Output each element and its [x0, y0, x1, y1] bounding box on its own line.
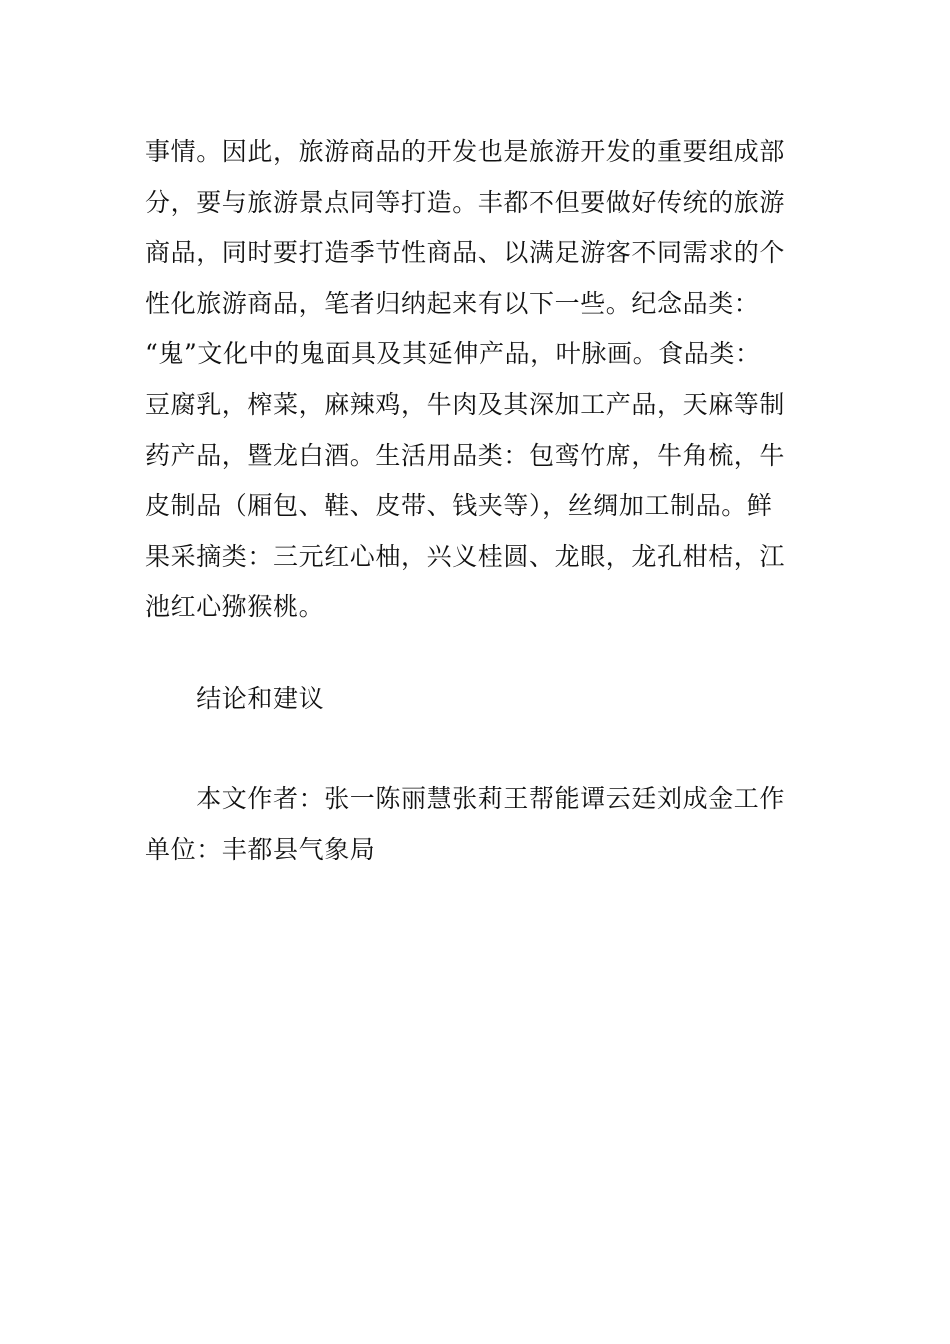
paragraph-line: 池红心猕猴桃。: [145, 592, 325, 622]
paragraph-line: “鬼”文化中的鬼面具及其延伸产品，叶脉画。食品类：: [145, 339, 761, 369]
author-line: 本文作者：张一陈丽慧张莉王帮能谭云廷刘成金工作: [145, 784, 786, 813]
paragraph-line: 果采摘类：三元红心柚，兴义桂圆、龙眼，龙孔柑桔，江: [145, 541, 786, 571]
paragraph-line: 药产品，暨龙白酒。生活用品类：包鸾竹席，牛角梳，牛: [145, 440, 786, 470]
paragraph-line: 性化旅游商品，笔者归纳起来有以下一些。纪念品类：: [145, 288, 760, 318]
paragraph-line: 事情。因此，旅游商品的开发也是旅游开发的重要组成部: [145, 137, 786, 166]
heading-text: 结论和建议: [145, 684, 325, 713]
body-paragraph: [145, 127, 810, 633]
paragraph-line: 皮制品（厢包、鞋、皮带、钱夹等），丝绸加工制品。鲜: [145, 491, 773, 521]
conclusion-heading: [145, 674, 810, 725]
paragraph-line: 豆腐乳，榨菜，麻辣鸡，牛肉及其深加工产品，天麻等制: [145, 389, 786, 419]
author-info: [145, 774, 810, 875]
paragraph-line: 分，要与旅游景点同等打造。丰都不但要做好传统的旅游: [145, 187, 786, 217]
paragraph-line: 商品，同时要打造季节性商品、以满足游客不同需求的个: [145, 238, 786, 268]
author-line: 单位：丰都县气象局: [145, 834, 376, 864]
